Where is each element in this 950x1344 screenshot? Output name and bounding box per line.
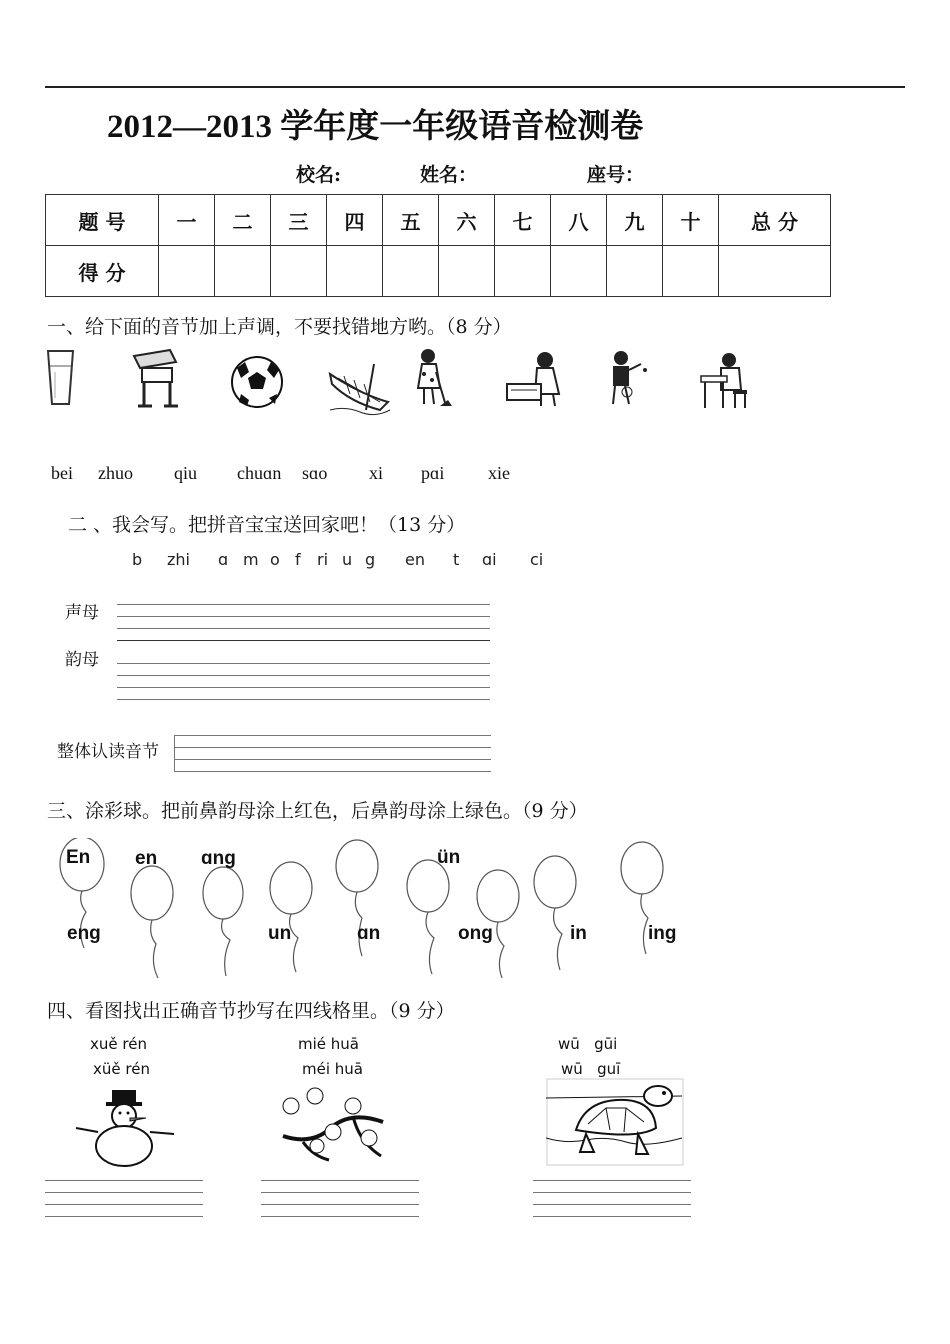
score-cell[interactable] xyxy=(607,246,663,297)
balloon-label-en: en xyxy=(135,848,158,869)
score-row-label: 得 分 xyxy=(46,246,159,297)
seat-label: 座号： xyxy=(587,164,645,186)
score-cell[interactable] xyxy=(383,246,439,297)
plum-option-2: méi huā xyxy=(302,1060,363,1078)
soccer-ball-icon xyxy=(232,357,282,407)
snowman-option-2: xüě rén xyxy=(93,1060,150,1078)
top-rule xyxy=(45,86,905,88)
score-header-cell: 六 xyxy=(439,195,495,246)
balloon-label-eng: eng xyxy=(67,923,101,944)
letter-ai: ɑi xyxy=(482,550,497,569)
plum-option-1: mié huā xyxy=(298,1035,359,1053)
section1-title: 一、给下面的音节加上声调，不要找错地方哟。（8 分） xyxy=(47,316,512,338)
boat-icon xyxy=(330,364,390,415)
balloon-icon xyxy=(131,866,173,978)
section4-title: 四、看图找出正确音节抄写在四线格里。（9 分） xyxy=(47,1000,455,1022)
score-cell[interactable] xyxy=(719,246,831,297)
syllable-qiu: qiu xyxy=(174,463,198,483)
initials-writing-lines[interactable] xyxy=(117,604,490,641)
syllable-chuan: chuɑn xyxy=(237,463,282,483)
score-header-cell: 四 xyxy=(327,195,383,246)
throwing-boy-icon xyxy=(613,351,647,404)
score-cell[interactable] xyxy=(551,246,607,297)
syllable-zhuo: zhuo xyxy=(98,463,133,483)
letter-b: b xyxy=(132,550,143,569)
score-cell[interactable] xyxy=(215,246,271,297)
balloon-icon xyxy=(270,862,312,972)
score-header-cell: 十 xyxy=(663,195,719,246)
sweeping-girl-icon xyxy=(418,349,452,406)
score-table-header-row xyxy=(46,195,831,246)
balloon-label-ang: ɑng xyxy=(201,848,236,869)
score-header-cell: 五 xyxy=(383,195,439,246)
score-header-cell: 总 分 xyxy=(719,195,831,246)
score-header-cell: 二 xyxy=(215,195,271,246)
syllable-xie: xie xyxy=(488,463,510,483)
syllable-xi: xi xyxy=(369,463,384,483)
letter-g: g xyxy=(365,550,376,569)
name-label: 姓名： xyxy=(420,164,478,186)
section1-pictures xyxy=(45,346,765,416)
score-header-cell: 一 xyxy=(159,195,215,246)
balloon-icon xyxy=(534,856,576,970)
balloon-icon xyxy=(203,867,243,976)
whole-syllable-writing-lines[interactable] xyxy=(174,735,491,772)
score-cell[interactable] xyxy=(495,246,551,297)
syllable-pai: pɑi xyxy=(421,463,445,483)
score-cell[interactable] xyxy=(327,246,383,297)
letter-o: o xyxy=(270,550,280,569)
section3-title: 三、涂彩球。把前鼻韵母涂上红色，后鼻韵母涂上绿色。（9 分） xyxy=(47,800,588,822)
plum-blossom-icon xyxy=(273,1086,393,1168)
snowman-icon xyxy=(70,1088,180,1168)
section2-title: 二 、我会写。把拼音宝宝送回家吧！（13 分） xyxy=(68,514,466,536)
score-table-score-row xyxy=(46,246,831,297)
snowman-option-1: xuě rén xyxy=(90,1035,147,1053)
initials-label: 声母 xyxy=(65,603,99,623)
balloon-icon xyxy=(407,860,449,974)
syllable-sao: sɑo xyxy=(302,463,328,483)
score-cell[interactable] xyxy=(439,246,495,297)
score-header-cell: 八 xyxy=(551,195,607,246)
plum-writing-lines[interactable] xyxy=(261,1180,419,1217)
glass-cup-icon xyxy=(48,351,73,404)
letter-ri: ri xyxy=(317,550,329,569)
writing-boy-icon xyxy=(701,353,747,408)
score-header-cell: 题 号 xyxy=(46,195,159,246)
washing-girl-icon xyxy=(507,352,559,406)
snowman-writing-lines[interactable] xyxy=(45,1180,203,1217)
score-cell[interactable] xyxy=(271,246,327,297)
score-header-cell: 三 xyxy=(271,195,327,246)
balloon-label-an: ɑn xyxy=(357,923,381,944)
score-header-cell: 九 xyxy=(607,195,663,246)
desk-icon xyxy=(134,350,178,406)
school-label: 校名: xyxy=(296,164,342,186)
letter-u: u xyxy=(342,550,353,569)
letter-m: m xyxy=(243,550,259,569)
balloon-label-ing: ing xyxy=(648,923,677,944)
finals-label: 韵母 xyxy=(65,650,99,670)
letter-t: t xyxy=(453,550,460,569)
finals-writing-lines[interactable] xyxy=(117,663,490,700)
balloon-label-ong: ong xyxy=(458,923,493,944)
turtle-option-1: wū gūi xyxy=(558,1035,618,1053)
letter-ci: ci xyxy=(530,550,544,569)
score-cell[interactable] xyxy=(663,246,719,297)
syllable-bei: bei xyxy=(51,463,73,483)
balloon-label-in: in xyxy=(570,923,587,944)
letter-zhi: zhi xyxy=(167,550,190,569)
balloon-label-un: un xyxy=(268,923,292,944)
score-header-cell: 七 xyxy=(495,195,551,246)
letter-f: f xyxy=(295,550,301,569)
score-table xyxy=(45,194,831,297)
balloon-label-En: En xyxy=(66,847,91,868)
turtle-option-2: wū guī xyxy=(561,1060,621,1078)
turtle-writing-lines[interactable] xyxy=(533,1180,691,1217)
score-cell[interactable] xyxy=(159,246,215,297)
whole-syllable-label: 整体认读音节 xyxy=(57,742,159,762)
letter-a: ɑ xyxy=(218,550,229,569)
letter-en: en xyxy=(405,550,425,569)
balloon-label-un-umlaut: ün xyxy=(437,847,461,868)
page-title: 2012—2013 学年度一年级语音检测卷 xyxy=(107,109,644,145)
turtle-icon xyxy=(546,1078,686,1168)
